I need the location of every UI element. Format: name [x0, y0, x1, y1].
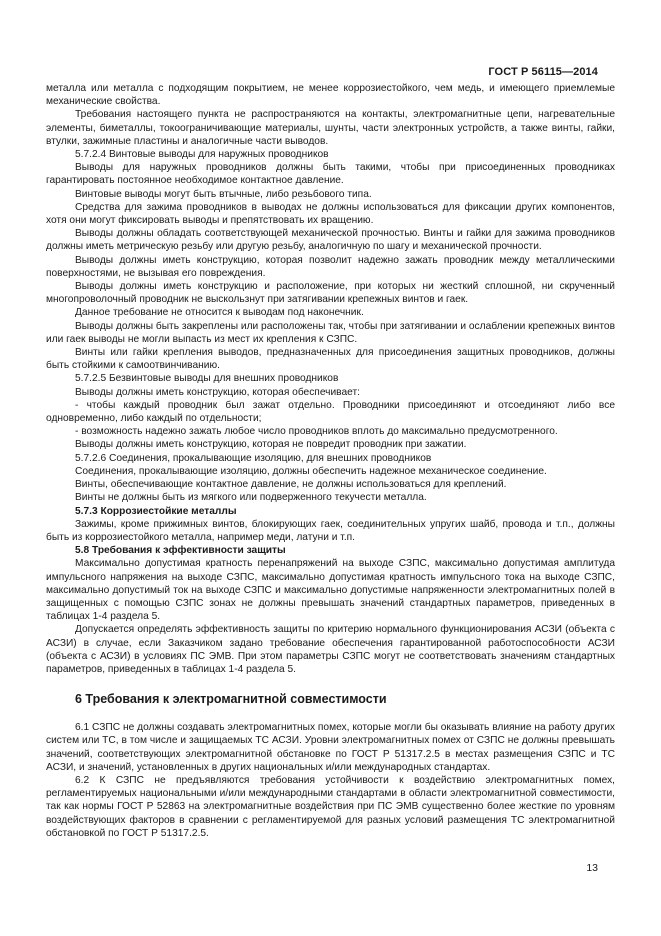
page-number: 13	[586, 862, 598, 874]
paragraph: Винтовые выводы могут быть втычные, либо резьбового типа.	[75, 188, 372, 200]
paragraph: Требования настоящего пункта не распространяются на контакты, электромагнитные цепи, нагревательные элементы, биметаллы, токоограничивающие материалы, шунты, части электронных устройств, а также винты, гайки, втулки, зажимные пластины и аналогичные части выводов.	[46, 109, 615, 147]
paragraph: Винты, обеспечивающие контактное давление, не должны использоваться для креплений.	[75, 479, 507, 491]
paragraph: Выводы для наружных проводников должны быть такими, чтобы при присоединенных проводниках гарантировать постоянное необходимое контактное давление.	[46, 162, 615, 187]
document-body	[46, 82, 615, 840]
subsection-heading: 5.8 Требования к эффективности защиты	[75, 545, 286, 557]
section-title: 6 Требования к электромагнитной совместимости	[75, 692, 387, 707]
document-code-header: ГОСТ Р 56115—2014	[488, 66, 598, 78]
paragraph: 6.1 СЗПС не должны создавать электромагнитных помех, которые могли бы оказывать влияние на работу других систем или ТС, в том числе и защищаемых ТС АСЗИ. Уровни электромагнитных помех от СЗПС не должны превышать значений, соответствующих электромагнитной обстановке по ГОСТ Р 51317.2.5 в местах размещения СЗПС и ТС АСЗИ, и значений, установленных в других национальных и/или международных стандартах.	[46, 722, 615, 773]
paragraph: Выводы должны обладать соответствующей механической прочностью. Винты и гайки для зажима проводников должны иметь метрическую резьбу или другую резьбу, аналогичную по шагу и механической прочности.	[46, 228, 615, 253]
paragraph: металла или металла с подходящим покрытием, не менее коррозиестойкого, чем медь, и имеющего приемлемые механические свойства.	[46, 83, 615, 108]
paragraph: Выводы должны иметь конструкцию, которая обеспечивает:	[75, 386, 360, 398]
paragraph: Винты или гайки крепления выводов, предназначенных для присоединения защитных проводников, должны быть стойкими к самоотвинчиванию.	[46, 347, 615, 372]
paragraph: Выводы должны быть закреплены или расположены так, чтобы при затягивании и ослаблении крепежных винтов или гаек выводы не могли выпасть из мест их крепления к СЗПС.	[46, 320, 615, 345]
paragraph: - чтобы каждый проводник был зажат отдельно. Проводники присоединяют и отсоединяют либо все одновременно, либо каждый по отдельности;	[46, 399, 615, 425]
paragraph: Максимально допустимая кратность перенапряжений на выходе СЗПС, максимально допустимая амплитуда импульсного напряжения на выходе СЗПС, максимально допустимая кратность импульсного тока на выходе СЗПС, максимально допустимый ток на выходе СЗПС и максимально допустимые напряженности электромагнитных полей в защищенных с помощью СЗПС зонах не должны превышать значений стандартных параметров, приведенных в таблицах 1-4 раздела 5.	[46, 558, 615, 623]
paragraph: Винты не должны быть из мягкого или подверженного текучести металла.	[75, 492, 427, 504]
paragraph: Выводы должны иметь конструкцию, которая позволит надежно зажать проводник между металлическими поверхностями, не вызывая его повреждения.	[46, 254, 615, 279]
paragraph: 5.7.2.4 Винтовые выводы для наружных проводников	[75, 149, 329, 161]
paragraph: 6.2 К СЗПС не предъявляются требования устойчивости к воздействию электромагнитных помех, регламентируемых национальными и/или международными стандартами в области электромагнитной совместимости, так как нормы ГОСТ Р 52863 на электромагнитные воздействия при ПС ЭМВ существенно более жесткие по уровням воздействующих факторов в сравнении с регламентируемой для разных условий размещения ТС электромагнитной обстановкой по ГОСТ Р 51317.2.5.	[46, 774, 615, 839]
paragraph: Выводы должны иметь конструкцию, которая не повредит проводник при зажатии.	[75, 439, 467, 451]
paragraph: 5.7.2.5 Безвинтовые выводы для внешних проводников	[75, 373, 339, 385]
paragraph: Выводы должны иметь конструкцию и расположение, при которых ни жесткий сплошной, ни скрученный многопроволочный проводник не выскользнут при затягивании крепежных винтов и гаек.	[46, 281, 615, 306]
paragraph: Средства для зажима проводников в выводах не должны использоваться для фиксации других компонентов, хотя они могут фиксировать выводы и препятствовать их вращению.	[46, 201, 615, 227]
paragraph: 5.7.2.6 Соединения, прокалывающие изоляцию, для внешних проводников	[75, 452, 432, 464]
paragraph: Данное требование не относится к выводам под наконечник.	[75, 307, 364, 319]
paragraph: - возможность надежно зажать любое число проводников вплоть до максимально предусмотренного.	[75, 426, 558, 438]
paragraph: Соединения, прокалывающие изоляцию, должны обеспечить надежное механическое соединение.	[75, 465, 547, 477]
paragraph: Допускается определять эффективность защиты по критерию нормального функционирования АСЗИ (объекта с АСЗИ) в случае, если Заказчиком задано требование обеспечения гарантированной работоспособности АСЗИ (объекта с АСЗИ) в условиях ПС ЭМВ. При этом параметры СЗПС могут не соответствовать значениям стандартных параметров, приведенных в таблицах 1-4 раздела 5.	[46, 624, 615, 675]
paragraph: Зажимы, кроме прижимных винтов, блокирующих гаек, соединительных упругих шайб, провода и т.п., должны быть из коррозиестойкого металла, например меди, латуни и т.п.	[46, 518, 615, 543]
subsection-heading: 5.7.3 Коррозиестойкие металлы	[75, 505, 237, 517]
